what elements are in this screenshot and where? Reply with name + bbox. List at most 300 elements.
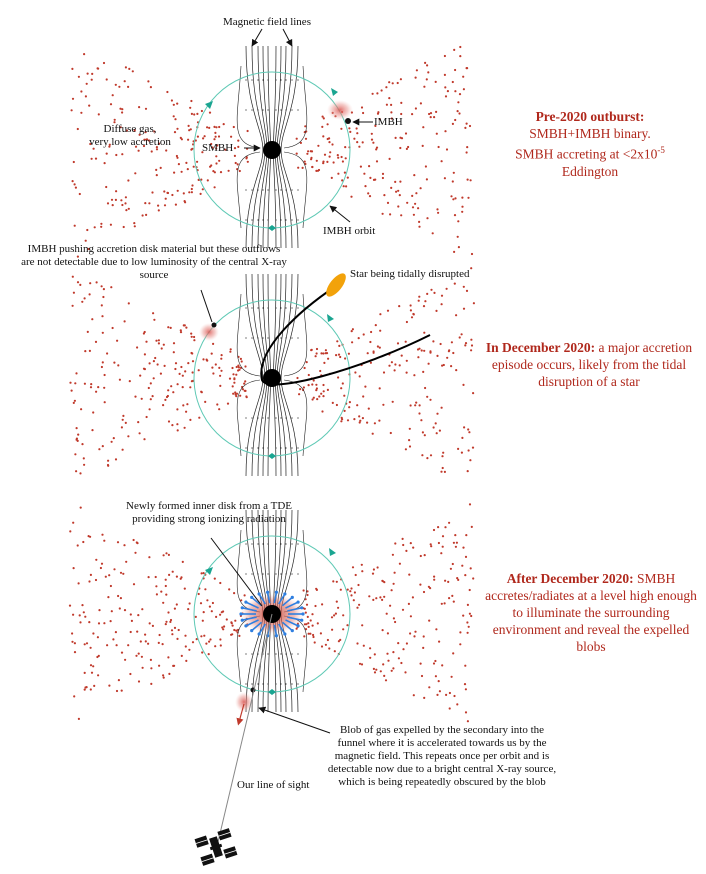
gas-dot bbox=[79, 193, 81, 195]
gas-dot bbox=[392, 401, 394, 403]
gas-dot bbox=[387, 660, 389, 662]
gas-dot bbox=[115, 458, 117, 460]
gas-dot bbox=[453, 542, 455, 544]
gas-dot bbox=[303, 589, 305, 591]
gas-dot bbox=[204, 401, 206, 403]
gas-dot bbox=[121, 690, 123, 692]
gas-dot bbox=[297, 167, 299, 169]
gas-dot bbox=[315, 588, 317, 590]
gas-dot bbox=[413, 214, 415, 216]
gas-dot bbox=[71, 68, 73, 70]
gas-dot bbox=[105, 186, 107, 188]
gas-dot bbox=[183, 192, 185, 194]
gas-dot bbox=[312, 398, 314, 400]
gas-dot bbox=[452, 198, 454, 200]
gas-dot bbox=[445, 95, 447, 97]
gas-dot bbox=[166, 91, 168, 93]
gas-dot bbox=[102, 445, 104, 447]
caption-pre-2020 bbox=[480, 108, 700, 180]
gas-dot bbox=[74, 183, 76, 185]
gas-dot bbox=[156, 593, 158, 595]
gas-dot bbox=[331, 629, 333, 631]
gas-dot bbox=[245, 395, 247, 397]
gas-dot bbox=[184, 370, 186, 372]
gas-dot bbox=[219, 614, 221, 616]
gas-dot bbox=[421, 349, 423, 351]
gas-dot bbox=[363, 645, 365, 647]
gas-dot bbox=[435, 675, 437, 677]
gas-dot bbox=[410, 309, 412, 311]
gas-dot bbox=[428, 686, 430, 688]
field-line-tick bbox=[267, 543, 268, 544]
gas-dot bbox=[347, 419, 349, 421]
gas-dot bbox=[182, 404, 184, 406]
gas-dot bbox=[112, 94, 114, 96]
gas-dot bbox=[103, 62, 105, 64]
gas-dot bbox=[453, 49, 455, 51]
field-line bbox=[237, 380, 260, 456]
gas-dot bbox=[405, 550, 407, 552]
gas-dot bbox=[108, 685, 110, 687]
gas-dot bbox=[188, 191, 190, 193]
gas-dot bbox=[389, 605, 391, 607]
gas-dot bbox=[322, 162, 324, 164]
gas-dot bbox=[410, 304, 412, 306]
gas-dot bbox=[430, 116, 432, 118]
gas-dot bbox=[76, 427, 78, 429]
gas-dot bbox=[198, 369, 200, 371]
gas-dot bbox=[391, 589, 393, 591]
gas-dot bbox=[397, 342, 399, 344]
gas-dot bbox=[317, 622, 319, 624]
gas-dot bbox=[350, 594, 352, 596]
gas-dot bbox=[452, 81, 454, 83]
gas-dot bbox=[310, 150, 312, 152]
gas-dot bbox=[372, 599, 374, 601]
gas-dot bbox=[83, 611, 85, 613]
gas-dot bbox=[361, 106, 363, 108]
gas-dot bbox=[153, 360, 155, 362]
gas-dot bbox=[170, 327, 172, 329]
gas-dot bbox=[385, 86, 387, 88]
gas-dot bbox=[171, 633, 173, 635]
gas-dot bbox=[97, 636, 99, 638]
gas-dot bbox=[93, 685, 95, 687]
gas-dot bbox=[138, 150, 140, 152]
gas-dot bbox=[167, 326, 169, 328]
gas-dot bbox=[469, 503, 471, 505]
caption-line: SMBH+IMBH binary. bbox=[529, 126, 651, 141]
gas-dot bbox=[389, 158, 391, 160]
gas-dot bbox=[444, 177, 446, 179]
gas-dot bbox=[373, 350, 375, 352]
gas-dot bbox=[148, 556, 150, 558]
gas-dot bbox=[409, 632, 411, 634]
radiation-ray-tip bbox=[244, 601, 247, 604]
field-line-tick bbox=[251, 79, 252, 80]
gas-dot bbox=[118, 679, 120, 681]
gas-dot bbox=[427, 71, 429, 73]
gas-dot bbox=[136, 541, 138, 543]
gas-dot bbox=[84, 643, 86, 645]
gas-dot bbox=[102, 332, 104, 334]
gas-dot bbox=[155, 340, 157, 342]
gas-dot bbox=[158, 342, 160, 344]
radiation-ray-tip bbox=[291, 629, 294, 632]
gas-dot bbox=[374, 653, 376, 655]
gas-dot bbox=[136, 346, 138, 348]
gas-dot bbox=[78, 76, 80, 78]
gas-dot bbox=[392, 651, 394, 653]
gas-dot bbox=[84, 383, 86, 385]
gas-dot bbox=[323, 117, 325, 119]
field-line-tick bbox=[262, 447, 263, 448]
gas-dot bbox=[215, 155, 217, 157]
gas-dot bbox=[304, 623, 306, 625]
gas-dot bbox=[107, 465, 109, 467]
gas-dot bbox=[167, 656, 169, 658]
field-line-tick bbox=[297, 109, 298, 110]
gas-dot bbox=[168, 554, 170, 556]
gas-dot bbox=[214, 645, 216, 647]
field-line-tick bbox=[285, 447, 286, 448]
field-line-tick bbox=[267, 653, 268, 654]
radiation-ray-tip bbox=[241, 606, 244, 609]
gas-dot bbox=[422, 145, 424, 147]
gas-dot bbox=[402, 648, 404, 650]
gas-dot bbox=[191, 191, 193, 193]
gas-dot bbox=[143, 438, 145, 440]
gas-dot bbox=[467, 470, 469, 472]
gas-dot bbox=[394, 621, 396, 623]
gas-dot bbox=[316, 387, 318, 389]
gas-dot bbox=[421, 675, 423, 677]
gas-dot bbox=[399, 194, 401, 196]
gas-dot bbox=[371, 133, 373, 135]
gas-dot bbox=[428, 363, 430, 365]
field-line-tick bbox=[245, 447, 246, 448]
gas-dot bbox=[74, 453, 76, 455]
gas-dot bbox=[189, 602, 191, 604]
panel-after-december-2020 bbox=[69, 503, 474, 866]
gas-dot bbox=[451, 341, 453, 343]
gas-dot bbox=[185, 327, 187, 329]
gas-dot bbox=[230, 348, 232, 350]
gas-dot bbox=[450, 365, 452, 367]
gas-dot bbox=[89, 350, 91, 352]
gas-dot bbox=[214, 578, 216, 580]
gas-dot bbox=[392, 554, 394, 556]
field-line-tick bbox=[267, 573, 268, 574]
gas-dot bbox=[408, 574, 410, 576]
gas-dot bbox=[383, 596, 385, 598]
gas-dot bbox=[404, 671, 406, 673]
field-line-tick bbox=[257, 189, 258, 190]
gas-dot bbox=[346, 624, 348, 626]
gas-dot bbox=[187, 362, 189, 364]
gas-dot bbox=[122, 573, 124, 575]
gas-dot bbox=[201, 572, 203, 574]
gas-dot bbox=[200, 391, 202, 393]
gas-dot bbox=[134, 172, 136, 174]
gas-dot bbox=[185, 162, 187, 164]
gas-dot bbox=[428, 113, 430, 115]
gas-dot bbox=[465, 342, 467, 344]
gas-dot bbox=[456, 542, 458, 544]
field-line-tick bbox=[291, 337, 292, 338]
gas-dot bbox=[343, 185, 345, 187]
gas-dot bbox=[123, 544, 125, 546]
gas-dot bbox=[426, 178, 428, 180]
gas-dot bbox=[103, 540, 105, 542]
gas-dot bbox=[457, 448, 459, 450]
gas-dot bbox=[240, 358, 242, 360]
gas-dot bbox=[135, 655, 137, 657]
gas-dot bbox=[324, 154, 326, 156]
field-line-tick bbox=[251, 417, 252, 418]
gas-dot bbox=[232, 625, 234, 627]
gas-dot bbox=[95, 341, 97, 343]
gas-dot bbox=[236, 366, 238, 368]
gas-dot bbox=[106, 78, 108, 80]
gas-dot bbox=[107, 202, 109, 204]
gas-dot bbox=[139, 375, 141, 377]
gas-dot bbox=[420, 187, 422, 189]
caption-body: a major accretion episode occurs, likely from the tidal disruption of a star bbox=[491, 340, 693, 389]
gas-dot bbox=[417, 207, 419, 209]
gas-dot bbox=[141, 656, 143, 658]
gas-dot bbox=[464, 127, 466, 129]
gas-dot bbox=[162, 404, 164, 406]
gas-dot bbox=[193, 113, 195, 115]
imbh-dot bbox=[345, 118, 351, 124]
gas-dot bbox=[214, 132, 216, 134]
field-line-tick bbox=[251, 109, 252, 110]
gas-dot bbox=[433, 529, 435, 531]
gas-dot bbox=[472, 392, 474, 394]
field-line-tick bbox=[285, 307, 286, 308]
gas-dot bbox=[203, 611, 205, 613]
field-line-tick bbox=[285, 543, 286, 544]
gas-dot bbox=[441, 365, 443, 367]
gas-dot bbox=[363, 333, 365, 335]
gas-dot bbox=[394, 363, 396, 365]
gas-dot bbox=[424, 62, 426, 64]
gas-dot bbox=[124, 202, 126, 204]
field-line-tick bbox=[285, 219, 286, 220]
gas-dot bbox=[433, 292, 435, 294]
gas-dot bbox=[424, 300, 426, 302]
gas-dot bbox=[102, 361, 104, 363]
field-line-tick bbox=[245, 219, 246, 220]
gas-dot bbox=[418, 300, 420, 302]
gas-dot bbox=[453, 601, 455, 603]
gas-dot bbox=[343, 395, 345, 397]
gas-dot bbox=[325, 644, 327, 646]
gas-dot bbox=[203, 572, 205, 574]
gas-dot bbox=[177, 383, 179, 385]
gas-dot bbox=[101, 285, 103, 287]
gas-dot bbox=[379, 330, 381, 332]
gas-dot bbox=[461, 333, 463, 335]
gas-dot bbox=[450, 568, 452, 570]
field-line-tick bbox=[245, 417, 246, 418]
gas-dot bbox=[298, 393, 300, 395]
gas-dot bbox=[163, 190, 165, 192]
gas-dot bbox=[100, 223, 102, 225]
gas-dot bbox=[171, 629, 173, 631]
smbh-black-hole bbox=[263, 141, 281, 159]
gas-dot bbox=[471, 253, 473, 255]
gas-dot bbox=[374, 671, 376, 673]
gas-dot bbox=[437, 212, 439, 214]
gas-dot bbox=[185, 411, 187, 413]
imbh-note-pointer bbox=[201, 290, 212, 322]
gas-dot bbox=[393, 617, 395, 619]
gas-dot bbox=[196, 161, 198, 163]
gas-dot bbox=[337, 173, 339, 175]
gas-dot bbox=[80, 90, 82, 92]
gas-dot bbox=[208, 641, 210, 643]
gas-dot bbox=[201, 651, 203, 653]
gas-dot bbox=[127, 435, 129, 437]
gas-dot bbox=[319, 370, 321, 372]
gas-dot bbox=[116, 340, 118, 342]
gas-dot bbox=[467, 632, 469, 634]
gas-dot bbox=[338, 640, 340, 642]
gas-dot bbox=[452, 563, 454, 565]
gas-dot bbox=[71, 109, 73, 111]
gas-dot bbox=[436, 355, 438, 357]
gas-dot bbox=[138, 106, 140, 108]
gas-dot bbox=[332, 580, 334, 582]
gas-dot bbox=[316, 348, 318, 350]
field-line-tick bbox=[245, 109, 246, 110]
gas-dot bbox=[461, 452, 463, 454]
gas-dot bbox=[328, 647, 330, 649]
gas-dot bbox=[388, 81, 390, 83]
gas-dot bbox=[383, 371, 385, 373]
gas-dot bbox=[165, 149, 167, 151]
gas-dot bbox=[397, 190, 399, 192]
gas-dot bbox=[296, 377, 298, 379]
gas-dot bbox=[138, 653, 140, 655]
gas-dot bbox=[110, 286, 112, 288]
gas-dot bbox=[110, 585, 112, 587]
gas-dot bbox=[307, 616, 309, 618]
gas-dot bbox=[161, 347, 163, 349]
gas-dot bbox=[459, 93, 461, 95]
gas-dot bbox=[467, 179, 469, 181]
gas-dot bbox=[173, 104, 175, 106]
gas-dot bbox=[220, 370, 222, 372]
field-line-tick bbox=[280, 189, 281, 190]
gas-dot bbox=[402, 544, 404, 546]
gas-dot bbox=[137, 421, 139, 423]
gas-dot bbox=[212, 343, 214, 345]
gas-dot bbox=[77, 544, 79, 546]
field-line-tick bbox=[297, 573, 298, 574]
gas-dot bbox=[124, 320, 126, 322]
gas-dot bbox=[433, 116, 435, 118]
gas-dot bbox=[186, 403, 188, 405]
gas-dot bbox=[243, 383, 245, 385]
gas-dot bbox=[430, 112, 432, 114]
gas-dot bbox=[440, 343, 442, 345]
gas-dot bbox=[369, 647, 371, 649]
gas-dot bbox=[412, 547, 414, 549]
field-line-tick bbox=[245, 573, 246, 574]
gas-dot bbox=[174, 627, 176, 629]
gas-dot bbox=[455, 314, 457, 316]
gas-dot bbox=[226, 618, 228, 620]
gas-dot bbox=[392, 82, 394, 84]
gas-dot bbox=[410, 542, 412, 544]
gas-dot bbox=[344, 357, 346, 359]
gas-dot bbox=[129, 673, 131, 675]
gas-dot bbox=[71, 632, 73, 634]
gas-dot bbox=[435, 81, 437, 83]
gas-dot bbox=[341, 417, 343, 419]
gas-dot bbox=[208, 653, 210, 655]
gas-dot bbox=[438, 641, 440, 643]
field-line-tick bbox=[291, 109, 292, 110]
gas-dot bbox=[369, 195, 371, 197]
gas-dot bbox=[413, 694, 415, 696]
gas-dot bbox=[455, 546, 457, 548]
gas-dot bbox=[198, 593, 200, 595]
gas-dot bbox=[220, 644, 222, 646]
gas-dot bbox=[141, 608, 143, 610]
gas-dot bbox=[416, 69, 418, 71]
gas-dot bbox=[101, 304, 103, 306]
gas-dot bbox=[166, 396, 168, 398]
field-line-tick bbox=[297, 653, 298, 654]
gas-dot bbox=[140, 640, 142, 642]
gas-dot bbox=[340, 128, 342, 130]
radiation-ray-tip bbox=[300, 619, 303, 622]
field-line-tick bbox=[280, 543, 281, 544]
gas-dot bbox=[175, 362, 177, 364]
gas-dot bbox=[454, 119, 456, 121]
caption-line bbox=[480, 142, 700, 163]
gas-dot bbox=[215, 363, 217, 365]
gas-dot bbox=[442, 467, 444, 469]
gas-dot bbox=[115, 190, 117, 192]
gas-dot bbox=[155, 169, 157, 171]
gas-dot bbox=[164, 204, 166, 206]
gas-dot bbox=[95, 391, 97, 393]
gas-dot bbox=[234, 391, 236, 393]
radiation-ray-tip bbox=[275, 634, 278, 637]
gas-dot bbox=[234, 155, 236, 157]
field-line-tick bbox=[275, 573, 276, 574]
gas-dot bbox=[321, 410, 323, 412]
gas-dot bbox=[412, 313, 414, 315]
gas-dot bbox=[124, 609, 126, 611]
gas-dot bbox=[342, 628, 344, 630]
gas-dot bbox=[470, 567, 472, 569]
gas-dot bbox=[353, 599, 355, 601]
gas-dot bbox=[441, 407, 443, 409]
gas-dot bbox=[244, 390, 246, 392]
gas-dot bbox=[423, 635, 425, 637]
gas-dot bbox=[176, 603, 178, 605]
gas-dot bbox=[148, 202, 150, 204]
gas-dot bbox=[80, 408, 82, 410]
gas-dot bbox=[81, 301, 83, 303]
gas-dot bbox=[219, 375, 221, 377]
